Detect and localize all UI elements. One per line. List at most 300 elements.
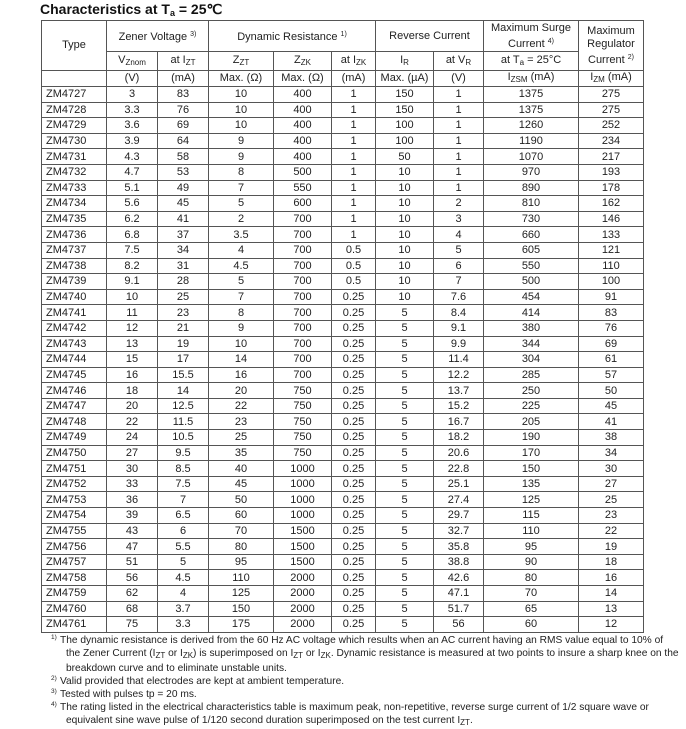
cell-zzt: 25 bbox=[209, 430, 274, 446]
cell-zzt: 50 bbox=[209, 492, 274, 508]
cell-izt: 34 bbox=[158, 242, 209, 258]
header-reverse-current: Reverse Current bbox=[376, 21, 484, 52]
cell-zzt: 4 bbox=[209, 242, 274, 258]
cell-izt: 7.5 bbox=[158, 476, 209, 492]
cell-izsm: 70 bbox=[484, 586, 579, 602]
header-zener-voltage: Zener Voltage $^{3)}$ bbox=[107, 21, 209, 52]
cell-izt: 19 bbox=[158, 336, 209, 352]
cell-vr: 16.7 bbox=[434, 414, 484, 430]
cell-vr: 9.1 bbox=[434, 320, 484, 336]
cell-zzk: 750 bbox=[274, 383, 332, 399]
cell-izm: 133 bbox=[579, 227, 644, 243]
cell-zzk: 1500 bbox=[274, 523, 332, 539]
cell-izm: 76 bbox=[579, 320, 644, 336]
cell-ir: 5 bbox=[376, 430, 434, 446]
cell-ir: 5 bbox=[376, 586, 434, 602]
cell-ir: 5 bbox=[376, 320, 434, 336]
header-at-izt: at $I_{ZT}$ bbox=[158, 52, 209, 71]
cell-izt: 49 bbox=[158, 180, 209, 196]
cell-izm: 25 bbox=[579, 492, 644, 508]
cell-type: ZM4745 bbox=[42, 367, 107, 383]
cell-izsm: 115 bbox=[484, 508, 579, 524]
cell-izk: 0.25 bbox=[332, 492, 376, 508]
cell-zzt: 80 bbox=[209, 539, 274, 555]
cell-izm: 22 bbox=[579, 523, 644, 539]
cell-zzk: 700 bbox=[274, 289, 332, 305]
cell-ir: 5 bbox=[376, 461, 434, 477]
cell-izk: 0.25 bbox=[332, 445, 376, 461]
table-row bbox=[42, 445, 644, 461]
cell-type: ZM4728 bbox=[42, 102, 107, 118]
cell-zzk: 1000 bbox=[274, 461, 332, 477]
cell-vr: 7 bbox=[434, 274, 484, 290]
cell-izsm: 225 bbox=[484, 398, 579, 414]
cell-vr: 4 bbox=[434, 227, 484, 243]
cell-izt: 10.5 bbox=[158, 430, 209, 446]
table-row bbox=[42, 149, 644, 165]
cell-zzk: 400 bbox=[274, 149, 332, 165]
cell-izm: 14 bbox=[579, 586, 644, 602]
cell-izm: 16 bbox=[579, 570, 644, 586]
cell-zzt: 3.5 bbox=[209, 227, 274, 243]
cell-izm: 30 bbox=[579, 461, 644, 477]
header-at-izk: at $I_{ZK}$ bbox=[332, 52, 376, 71]
table-row bbox=[42, 508, 644, 524]
cell-type: ZM4731 bbox=[42, 149, 107, 165]
table-row bbox=[42, 320, 644, 336]
header-zzk: $Z_{ZK}$ bbox=[274, 52, 332, 71]
cell-ir: 5 bbox=[376, 554, 434, 570]
cell-zzt: 175 bbox=[209, 617, 274, 633]
cell-izm: 83 bbox=[579, 305, 644, 321]
cell-ir: 5 bbox=[376, 508, 434, 524]
cell-izsm: 135 bbox=[484, 476, 579, 492]
cell-izm: 61 bbox=[579, 352, 644, 368]
cell-vznom: 68 bbox=[107, 601, 158, 617]
cell-izk: 0.5 bbox=[332, 258, 376, 274]
cell-izk: 1 bbox=[332, 164, 376, 180]
cell-izsm: 205 bbox=[484, 414, 579, 430]
cell-zzk: 1500 bbox=[274, 554, 332, 570]
cell-izsm: 550 bbox=[484, 258, 579, 274]
cell-ir: 5 bbox=[376, 617, 434, 633]
cell-izsm: 660 bbox=[484, 227, 579, 243]
cell-izm: 121 bbox=[579, 242, 644, 258]
cell-zzk: 700 bbox=[274, 227, 332, 243]
cell-vr: 27.4 bbox=[434, 492, 484, 508]
cell-izk: 0.25 bbox=[332, 617, 376, 633]
table-row bbox=[42, 164, 644, 180]
cell-ir: 5 bbox=[376, 570, 434, 586]
cell-type: ZM4755 bbox=[42, 523, 107, 539]
cell-zzk: 2000 bbox=[274, 570, 332, 586]
cell-type: ZM4738 bbox=[42, 258, 107, 274]
cell-izt: 9.5 bbox=[158, 445, 209, 461]
cell-izm: 252 bbox=[579, 118, 644, 134]
cell-zzt: 8 bbox=[209, 305, 274, 321]
cell-vr: 1 bbox=[434, 180, 484, 196]
cell-izt: 37 bbox=[158, 227, 209, 243]
cell-zzt: 45 bbox=[209, 476, 274, 492]
cell-zzk: 1500 bbox=[274, 539, 332, 555]
cell-izt: 15.5 bbox=[158, 367, 209, 383]
cell-izk: 0.25 bbox=[332, 383, 376, 399]
table-body bbox=[42, 87, 644, 633]
table-row bbox=[42, 274, 644, 290]
unit-izsm: $I_{ZSM}$ (mA) bbox=[484, 71, 579, 87]
cell-izt: 41 bbox=[158, 211, 209, 227]
cell-vr: 1 bbox=[434, 149, 484, 165]
cell-vznom: 15 bbox=[107, 352, 158, 368]
table-row bbox=[42, 336, 644, 352]
cell-vznom: 3 bbox=[107, 87, 158, 103]
cell-vznom: 6.8 bbox=[107, 227, 158, 243]
cell-izt: 58 bbox=[158, 149, 209, 165]
cell-type: ZM4754 bbox=[42, 508, 107, 524]
cell-izsm: 304 bbox=[484, 352, 579, 368]
cell-type: ZM4729 bbox=[42, 118, 107, 134]
footnote-1: 1) The dynamic resistance is derived from the 60 Hz AC voltage which results when an AC current having an RMS value equal to 10% of the Zener Current ($I_{ZT}$ or $I_{ZK}$) is superimposed on $I_{ZT}$ or $I_{ZK}$. Dynamic resistance is measured at two points to insure a sharp knee on the breakdown curve and to eliminate unstable units. bbox=[51, 634, 679, 674]
cell-vr: 29.7 bbox=[434, 508, 484, 524]
table-row bbox=[42, 461, 644, 477]
cell-zzk: 2000 bbox=[274, 586, 332, 602]
cell-izt: 4 bbox=[158, 586, 209, 602]
cell-zzt: 40 bbox=[209, 461, 274, 477]
cell-izk: 0.25 bbox=[332, 586, 376, 602]
cell-izsm: 190 bbox=[484, 430, 579, 446]
cell-izt: 11.5 bbox=[158, 414, 209, 430]
cell-izm: 275 bbox=[579, 102, 644, 118]
table-row bbox=[42, 289, 644, 305]
cell-vznom: 7.5 bbox=[107, 242, 158, 258]
unit-zzt: Max. (Ω) bbox=[209, 71, 274, 87]
cell-vznom: 9.1 bbox=[107, 274, 158, 290]
cell-zzt: 35 bbox=[209, 445, 274, 461]
cell-izt: 83 bbox=[158, 87, 209, 103]
table-row bbox=[42, 476, 644, 492]
cell-izsm: 1375 bbox=[484, 102, 579, 118]
cell-izm: 69 bbox=[579, 336, 644, 352]
cell-izt: 3.7 bbox=[158, 601, 209, 617]
cell-vr: 8.4 bbox=[434, 305, 484, 321]
cell-izsm: 1260 bbox=[484, 118, 579, 134]
table-row bbox=[42, 227, 644, 243]
cell-izsm: 1190 bbox=[484, 133, 579, 149]
cell-zzk: 400 bbox=[274, 118, 332, 134]
cell-izt: 64 bbox=[158, 133, 209, 149]
cell-izsm: 250 bbox=[484, 383, 579, 399]
cell-izt: 69 bbox=[158, 118, 209, 134]
page-title: Characteristics at $T_a$ = 25℃ bbox=[40, 1, 223, 18]
cell-izm: 45 bbox=[579, 398, 644, 414]
unit-ir: Max. (µA) bbox=[376, 71, 434, 87]
characteristics-table bbox=[41, 20, 644, 633]
cell-zzt: 4.5 bbox=[209, 258, 274, 274]
cell-izm: 19 bbox=[579, 539, 644, 555]
cell-izm: 146 bbox=[579, 211, 644, 227]
header-max-surge-current: Maximum Surge Current $^{4)}$ bbox=[484, 21, 579, 52]
cell-zzt: 22 bbox=[209, 398, 274, 414]
table-row bbox=[42, 242, 644, 258]
cell-zzt: 5 bbox=[209, 274, 274, 290]
cell-ir: 5 bbox=[376, 445, 434, 461]
cell-ir: 150 bbox=[376, 102, 434, 118]
cell-vznom: 5.1 bbox=[107, 180, 158, 196]
cell-izk: 0.25 bbox=[332, 430, 376, 446]
cell-vr: 13.7 bbox=[434, 383, 484, 399]
cell-type: ZM4748 bbox=[42, 414, 107, 430]
cell-zzt: 9 bbox=[209, 320, 274, 336]
cell-vznom: 12 bbox=[107, 320, 158, 336]
unit-izk: (mA) bbox=[332, 71, 376, 87]
cell-izsm: 890 bbox=[484, 180, 579, 196]
cell-vr: 32.7 bbox=[434, 523, 484, 539]
cell-izk: 1 bbox=[332, 211, 376, 227]
table-row bbox=[42, 196, 644, 212]
footnote-2: 2) Valid provided that electrodes are kept at ambient temperature. bbox=[51, 675, 345, 687]
table-row bbox=[42, 430, 644, 446]
cell-izk: 0.25 bbox=[332, 367, 376, 383]
header-type: Type bbox=[42, 21, 107, 71]
cell-vznom: 5.6 bbox=[107, 196, 158, 212]
cell-zzk: 2000 bbox=[274, 617, 332, 633]
cell-vr: 9.9 bbox=[434, 336, 484, 352]
table-row bbox=[42, 305, 644, 321]
cell-zzt: 8 bbox=[209, 164, 274, 180]
cell-izm: 234 bbox=[579, 133, 644, 149]
table-row bbox=[42, 87, 644, 103]
cell-zzk: 700 bbox=[274, 352, 332, 368]
cell-zzk: 700 bbox=[274, 211, 332, 227]
cell-izsm: 90 bbox=[484, 554, 579, 570]
cell-izsm: 730 bbox=[484, 211, 579, 227]
cell-vznom: 47 bbox=[107, 539, 158, 555]
cell-type: ZM4744 bbox=[42, 352, 107, 368]
cell-type: ZM4757 bbox=[42, 554, 107, 570]
cell-zzk: 550 bbox=[274, 180, 332, 196]
cell-vznom: 39 bbox=[107, 508, 158, 524]
cell-izsm: 380 bbox=[484, 320, 579, 336]
cell-vznom: 24 bbox=[107, 430, 158, 446]
cell-vr: 15.2 bbox=[434, 398, 484, 414]
cell-vr: 38.8 bbox=[434, 554, 484, 570]
cell-izsm: 500 bbox=[484, 274, 579, 290]
cell-ir: 10 bbox=[376, 227, 434, 243]
table-row bbox=[42, 570, 644, 586]
cell-izt: 25 bbox=[158, 289, 209, 305]
cell-ir: 5 bbox=[376, 523, 434, 539]
cell-vznom: 16 bbox=[107, 367, 158, 383]
cell-ir: 150 bbox=[376, 87, 434, 103]
cell-vr: 1 bbox=[434, 118, 484, 134]
cell-izsm: 1375 bbox=[484, 87, 579, 103]
cell-vr: 2 bbox=[434, 196, 484, 212]
cell-ir: 5 bbox=[376, 336, 434, 352]
cell-izsm: 65 bbox=[484, 601, 579, 617]
cell-ir: 10 bbox=[376, 289, 434, 305]
cell-zzk: 1000 bbox=[274, 476, 332, 492]
cell-zzk: 750 bbox=[274, 398, 332, 414]
cell-type: ZM4735 bbox=[42, 211, 107, 227]
cell-vr: 22.8 bbox=[434, 461, 484, 477]
cell-izk: 0.25 bbox=[332, 476, 376, 492]
cell-izsm: 1070 bbox=[484, 149, 579, 165]
cell-ir: 10 bbox=[376, 211, 434, 227]
cell-ir: 10 bbox=[376, 258, 434, 274]
footnote-3: 3) Tested with pulses tp = 20 ms. bbox=[51, 688, 197, 700]
cell-vznom: 18 bbox=[107, 383, 158, 399]
cell-zzk: 600 bbox=[274, 196, 332, 212]
cell-izm: 217 bbox=[579, 149, 644, 165]
table-row bbox=[42, 523, 644, 539]
cell-ir: 10 bbox=[376, 164, 434, 180]
cell-vznom: 8.2 bbox=[107, 258, 158, 274]
footnote-4: 4) The rating listed in the electrical characteristics table is maximum peak, non-repetitive, reverse surge current of 1/2 square wave or equivalent sine wave pulse of 1/120 second duration superimposed on the test current $I_{ZT}$. bbox=[51, 701, 649, 727]
cell-vr: 1 bbox=[434, 102, 484, 118]
cell-vznom: 56 bbox=[107, 570, 158, 586]
cell-izm: 57 bbox=[579, 367, 644, 383]
cell-ir: 5 bbox=[376, 398, 434, 414]
cell-izt: 6 bbox=[158, 523, 209, 539]
cell-vznom: 3.3 bbox=[107, 102, 158, 118]
cell-ir: 5 bbox=[376, 305, 434, 321]
cell-izm: 178 bbox=[579, 180, 644, 196]
header-zzt: $Z_{ZT}$ bbox=[209, 52, 274, 71]
cell-izsm: 80 bbox=[484, 570, 579, 586]
cell-type: ZM4737 bbox=[42, 242, 107, 258]
cell-izk: 0.25 bbox=[332, 336, 376, 352]
cell-zzt: 16 bbox=[209, 367, 274, 383]
cell-vznom: 10 bbox=[107, 289, 158, 305]
cell-vznom: 4.7 bbox=[107, 164, 158, 180]
cell-izk: 0.25 bbox=[332, 570, 376, 586]
cell-vr: 5 bbox=[434, 242, 484, 258]
cell-izm: 162 bbox=[579, 196, 644, 212]
cell-izm: 27 bbox=[579, 476, 644, 492]
cell-vznom: 36 bbox=[107, 492, 158, 508]
cell-izk: 1 bbox=[332, 102, 376, 118]
cell-type: ZM4727 bbox=[42, 87, 107, 103]
cell-type: ZM4743 bbox=[42, 336, 107, 352]
cell-ir: 100 bbox=[376, 133, 434, 149]
cell-izt: 6.5 bbox=[158, 508, 209, 524]
cell-izsm: 970 bbox=[484, 164, 579, 180]
cell-vr: 1 bbox=[434, 87, 484, 103]
cell-izt: 28 bbox=[158, 274, 209, 290]
cell-vr: 42.6 bbox=[434, 570, 484, 586]
cell-vznom: 13 bbox=[107, 336, 158, 352]
cell-vr: 1 bbox=[434, 133, 484, 149]
cell-type: ZM4758 bbox=[42, 570, 107, 586]
cell-izt: 31 bbox=[158, 258, 209, 274]
table-row bbox=[42, 258, 644, 274]
table-row bbox=[42, 617, 644, 633]
cell-zzk: 400 bbox=[274, 133, 332, 149]
cell-type: ZM4759 bbox=[42, 586, 107, 602]
cell-zzk: 1000 bbox=[274, 492, 332, 508]
header-type-unit bbox=[42, 71, 107, 87]
cell-vznom: 75 bbox=[107, 617, 158, 633]
header-dynamic-resistance: Dynamic Resistance $^{1)}$ bbox=[209, 21, 376, 52]
cell-izk: 1 bbox=[332, 87, 376, 103]
cell-izt: 17 bbox=[158, 352, 209, 368]
cell-izm: 34 bbox=[579, 445, 644, 461]
cell-izt: 5 bbox=[158, 554, 209, 570]
table-row bbox=[42, 211, 644, 227]
cell-izsm: 344 bbox=[484, 336, 579, 352]
cell-izk: 0.25 bbox=[332, 601, 376, 617]
cell-ir: 50 bbox=[376, 149, 434, 165]
cell-izsm: 60 bbox=[484, 617, 579, 633]
cell-type: ZM4756 bbox=[42, 539, 107, 555]
cell-type: ZM4733 bbox=[42, 180, 107, 196]
table-row bbox=[42, 180, 644, 196]
cell-type: ZM4752 bbox=[42, 476, 107, 492]
cell-izk: 0.25 bbox=[332, 414, 376, 430]
cell-izsm: 285 bbox=[484, 367, 579, 383]
cell-zzk: 750 bbox=[274, 414, 332, 430]
cell-vznom: 33 bbox=[107, 476, 158, 492]
cell-ir: 5 bbox=[376, 383, 434, 399]
cell-vr: 20.6 bbox=[434, 445, 484, 461]
cell-izt: 8.5 bbox=[158, 461, 209, 477]
table-row bbox=[42, 554, 644, 570]
cell-vznom: 62 bbox=[107, 586, 158, 602]
table-row bbox=[42, 398, 644, 414]
table-row bbox=[42, 352, 644, 368]
cell-zzk: 400 bbox=[274, 102, 332, 118]
cell-type: ZM4753 bbox=[42, 492, 107, 508]
cell-ir: 5 bbox=[376, 352, 434, 368]
header-max-regulator-current: Maximum Regulator Current $^{2)}$ bbox=[579, 21, 644, 71]
cell-zzk: 500 bbox=[274, 164, 332, 180]
cell-izm: 41 bbox=[579, 414, 644, 430]
cell-ir: 5 bbox=[376, 476, 434, 492]
cell-zzt: 20 bbox=[209, 383, 274, 399]
footnotes bbox=[51, 634, 685, 729]
cell-zzk: 1000 bbox=[274, 508, 332, 524]
cell-type: ZM4742 bbox=[42, 320, 107, 336]
cell-vr: 56 bbox=[434, 617, 484, 633]
cell-izsm: 454 bbox=[484, 289, 579, 305]
cell-izk: 0.5 bbox=[332, 274, 376, 290]
cell-vznom: 11 bbox=[107, 305, 158, 321]
cell-vr: 47.1 bbox=[434, 586, 484, 602]
cell-izm: 100 bbox=[579, 274, 644, 290]
cell-type: ZM4732 bbox=[42, 164, 107, 180]
cell-zzt: 10 bbox=[209, 336, 274, 352]
cell-izsm: 150 bbox=[484, 461, 579, 477]
cell-izt: 4.5 bbox=[158, 570, 209, 586]
cell-type: ZM4747 bbox=[42, 398, 107, 414]
cell-zzk: 700 bbox=[274, 320, 332, 336]
cell-zzt: 110 bbox=[209, 570, 274, 586]
cell-vr: 25.1 bbox=[434, 476, 484, 492]
cell-zzt: 7 bbox=[209, 289, 274, 305]
cell-type: ZM4760 bbox=[42, 601, 107, 617]
cell-type: ZM4736 bbox=[42, 227, 107, 243]
cell-zzk: 400 bbox=[274, 87, 332, 103]
cell-izk: 0.25 bbox=[332, 320, 376, 336]
cell-izk: 1 bbox=[332, 180, 376, 196]
cell-zzt: 9 bbox=[209, 149, 274, 165]
cell-izt: 21 bbox=[158, 320, 209, 336]
cell-izt: 23 bbox=[158, 305, 209, 321]
header-vznom: $V_{Znom}$ bbox=[107, 52, 158, 71]
cell-izk: 0.25 bbox=[332, 398, 376, 414]
cell-izk: 0.25 bbox=[332, 305, 376, 321]
table-row bbox=[42, 414, 644, 430]
